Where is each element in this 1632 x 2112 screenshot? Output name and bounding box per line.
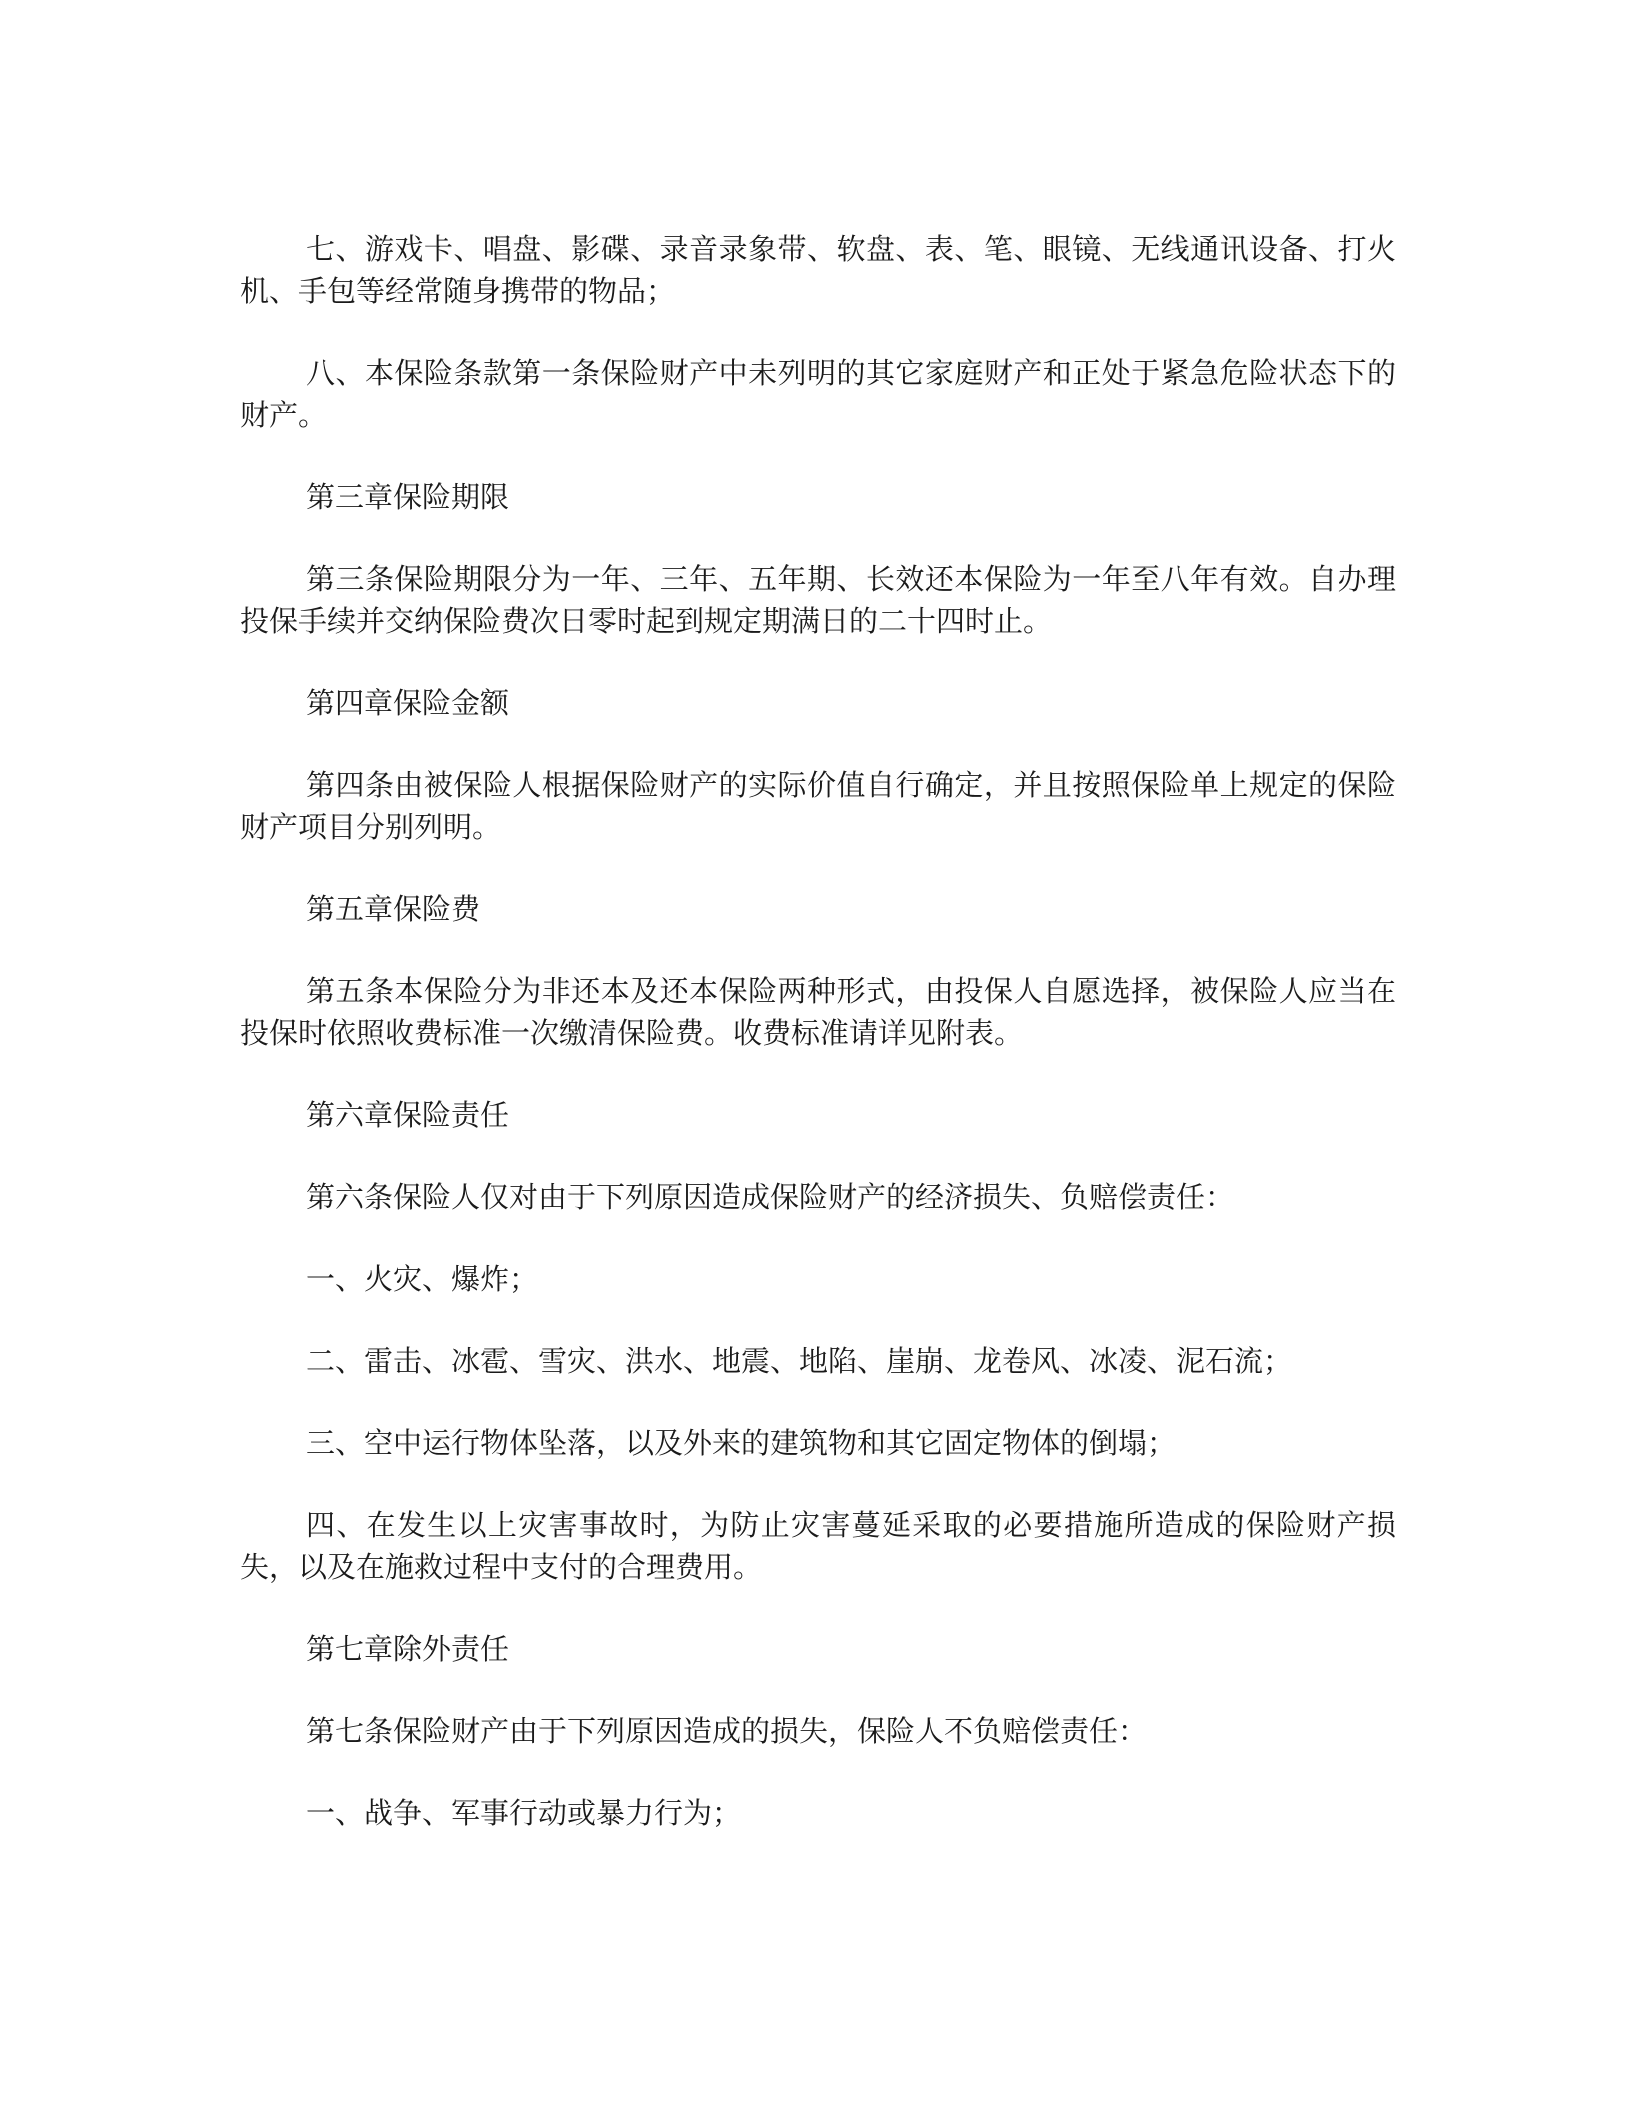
liability-item-two: 二、雷击、冰雹、雪灾、洪水、地震、地陷、崖崩、龙卷风、冰凌、泥石流； — [306, 1344, 1293, 1378]
article-four: 第四条由被保险人根据保险财产的实际价值自行确定，并且按照保险单上规定的保险财产项目分别列明。 — [240, 768, 1396, 844]
document-body — [240, 228, 1396, 1874]
clause-item-eight: 八、本保险条款第一条保险财产中未列明的其它家庭财产和正处于紧急危险状态下的财产。 — [240, 356, 1396, 432]
exclusion-item-one: 一、战争、军事行动或暴力行为； — [306, 1796, 742, 1830]
article-five: 第五条本保险分为非还本及还本保险两种形式，由投保人自愿选择，被保险人应当在投保时依照收费标准一次缴清保险费。收费标准请详见附表。 — [240, 974, 1396, 1050]
clause-item-seven: 七、游戏卡、唱盘、影碟、录音录象带、软盘、表、笔、眼镜、无线通讯设备、打火机、手包等经常随身携带的物品； — [240, 232, 1396, 308]
chapter-heading-four: 第四章保险金额 — [306, 686, 510, 720]
chapter-heading-six: 第六章保险责任 — [306, 1098, 510, 1132]
article-seven: 第七条保险财产由于下列原因造成的损失，保险人不负赔偿责任： — [306, 1714, 1148, 1748]
liability-item-three: 三、空中运行物体坠落，以及外来的建筑物和其它固定物体的倒塌； — [306, 1426, 1177, 1460]
chapter-heading-five: 第五章保险费 — [306, 892, 481, 926]
article-three: 第三条保险期限分为一年、三年、五年期、长效还本保险为一年至八年有效。自办理投保手续并交纳保险费次日零时起到规定期满日的二十四时止。 — [240, 562, 1396, 638]
liability-item-four: 四、在发生以上灾害事故时，为防止灾害蔓延采取的必要措施所造成的保险财产损失，以及在施救过程中支付的合理费用。 — [240, 1508, 1396, 1584]
article-six: 第六条保险人仅对由于下列原因造成保险财产的经济损失、负赔偿责任： — [306, 1180, 1235, 1214]
liability-item-one: 一、火灾、爆炸； — [306, 1262, 539, 1296]
chapter-heading-three: 第三章保险期限 — [306, 480, 510, 514]
chapter-heading-seven: 第七章除外责任 — [306, 1632, 510, 1666]
